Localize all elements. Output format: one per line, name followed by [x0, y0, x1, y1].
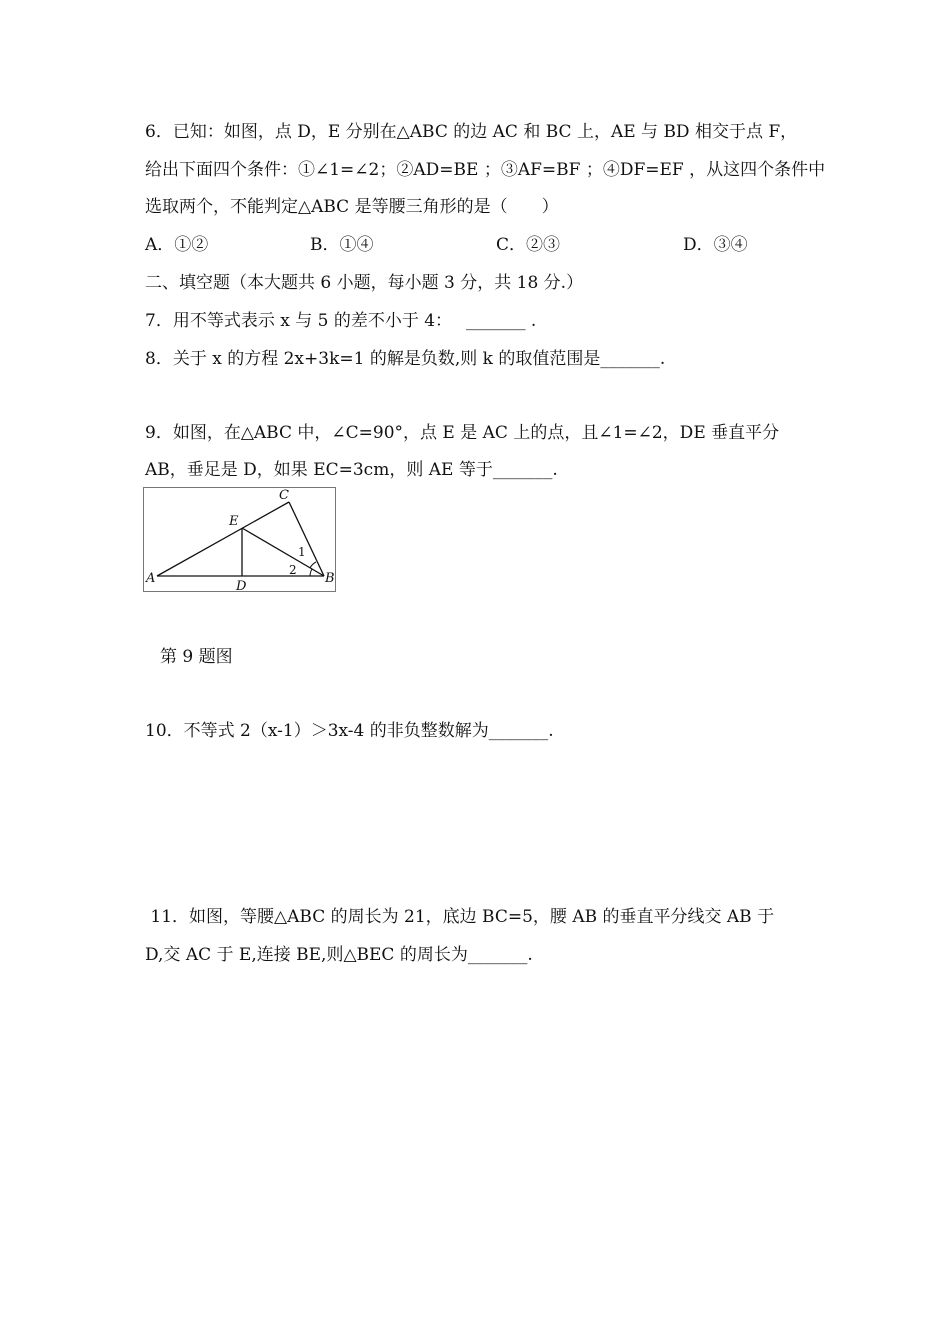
q6-option-c: C．②③ — [496, 235, 561, 255]
label-b: B — [325, 571, 335, 586]
question-8: 8．关于 x 的方程 2x+3k=1 的解是负数,则 k 的取值范围是_______. — [145, 349, 666, 369]
question-10: 10．不等式 2（x-1）＞3x-4 的非负整数解为_______. — [145, 721, 554, 741]
angle-arc-2 — [310, 569, 312, 576]
q6-option-d: D．③④ — [683, 235, 748, 255]
q6-line-3: 选取两个，不能判定△ABC 是等腰三角形的是（ ） — [145, 197, 559, 217]
q9-line-1: 9．如图，在△ABC 中，∠C=90°，点 E 是 AC 上的点，且∠1=∠2，DE 垂直平分 — [145, 423, 780, 443]
q11-line-1: 11．如图，等腰△ABC 的周长为 21，底边 BC=5，腰 AB 的垂直平分线交 AB 于 — [145, 907, 775, 927]
q9-line-2: AB，垂足是 D，如果 EC=3cm，则 AE 等于_______. — [145, 460, 558, 480]
label-a: A — [146, 571, 156, 586]
q6-option-a: A．①② — [145, 235, 209, 255]
question-7: 7．用不等式表示 x 与 5 的差不小于 4： _______ . — [145, 311, 537, 331]
q6-line-1: 6．已知：如图，点 D，E 分别在△ABC 的边 AC 和 BC 上，AE 与 BD 相交于点 F， — [145, 122, 798, 142]
label-angle-1: 1 — [298, 545, 306, 559]
label-c: C — [279, 488, 289, 503]
triangle-diagram — [144, 488, 335, 591]
section-heading: 二、填空题（本大题共 6 小题，每小题 3 分，共 18 分.） — [145, 273, 584, 293]
label-angle-2: 2 — [289, 563, 297, 577]
angle-arc-1 — [310, 562, 316, 568]
label-d: D — [236, 579, 247, 591]
q9-figure — [143, 487, 336, 592]
q6-line-2: 给出下面四个条件：①∠1=∠2；②AD=BE ；③AF=BF ；④DF=EF ，从这四个条件中 — [145, 160, 826, 180]
q11-line-2: D,交 AC 于 E,连接 BE,则△BEC 的周长为_______. — [145, 945, 533, 965]
q6-option-b: B．①④ — [310, 235, 374, 255]
segment-eb — [242, 528, 324, 576]
segment-ac — [157, 502, 289, 576]
q9-figure-caption: 第 9 题图 — [160, 647, 233, 667]
label-e: E — [229, 514, 239, 529]
